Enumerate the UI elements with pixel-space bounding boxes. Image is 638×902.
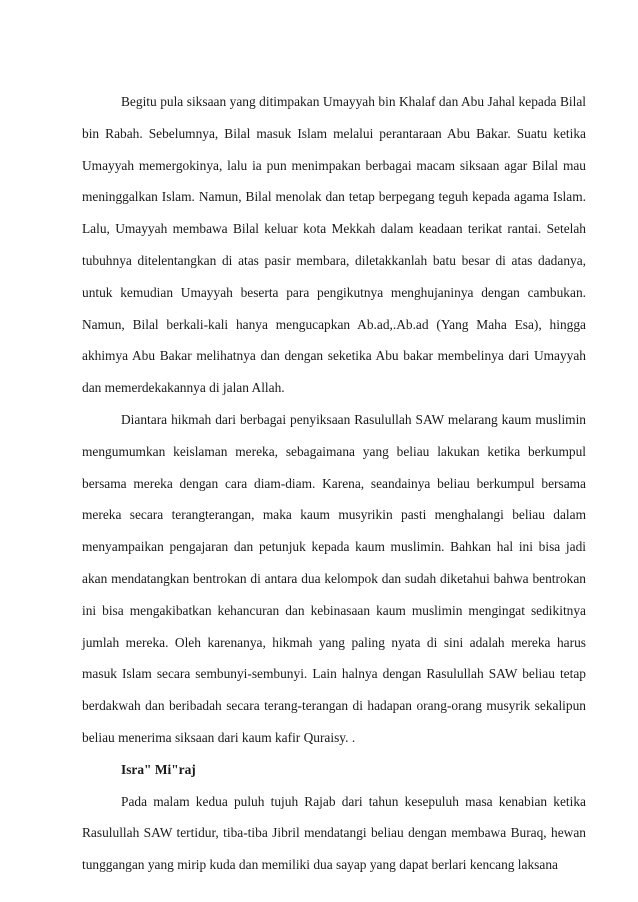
section-heading-isra-miraj: Isra" Mi"raj [121, 761, 196, 777]
paragraph-bilal-torture: Begitu pula siksaan yang ditimpakan Umayyah bin Khalaf dan Abu Jahal kepada Bilal bin Rabah. Sebelumnya, Bilal masuk Islam melalui perantaraan Abu Bakar. Suatu ketika Umayyah memergokinya, lalu ia pun menimpakan berbagai macam siksaan agar Bilal mau meninggalkan Islam. Namun, Bilal menolak dan tetap berpegang teguh kepada agama Islam. Lalu, Umayyah membawa Bilal keluar kota Mekkah dalam keadaan terikat rantai. Setelah tubuhnya ditelentangkan di atas pasir membara, diletakkanlah batu besar di atas dadanya, untuk kemudian Umayyah beserta para pengikutnya menghujaninya dengan cambukan. Namun, Bilal berkali-kali hanya mengucapkan Ab.ad,.Ab.ad (Yang Maha Esa), hingga akhimya Abu Bakar melihatnya dan dengan seketika Abu bakar membelinya dari Umayyah dan memerdekakannya di jalan Allah. [82, 94, 586, 396]
paragraph-secret-dakwah: Diantara hikmah dari berbagai penyiksaan Rasulullah SAW melarang kaum muslimin mengumumkan keislaman mereka, sebagaimana yang beliau lakukan ketika berkumpul bersama mereka dengan cara diam-diam. Karena, seandainya beliau berkumpul bersama mereka secara terangterangan, maka kaum musyrikin pasti menghalangi beliau dalam menyampaikan pengajaran dan petunjuk kepada kaum muslimin. Bahkan hal ini bisa jadi akan mendatangkan bentrokan di antara dua kelompok dan sudah diketahui bahwa bentrokan ini bisa mengakibatkan kehancuran dan kebinasaan kaum muslimin mengingat sedikitnya jumlah mereka. Oleh karenanya, hikmah yang paling nyata di sini adalah mereka harus masuk Islam secara sembunyi-sembunyi. Lain halnya dengan Rasulullah SAW beliau tetap berdakwah dan beribadah secara terang-terangan di hadapan orang-orang musyrik sekalipun beliau menerima siksaan dari kaum kafir Quraisy. . [82, 411, 586, 745]
paragraph-isra-miraj: Pada malam kedua puluh tujuh Rajab dari tahun kesepuluh masa kenabian ketika Rasulullah SAW tertidur, tiba-tiba Jibril mendatangi beliau dengan membawa Buraq, hewan tunggangan yang mirip kuda dan memiliki dua sayap yang dapat berlari kencang laksana [82, 793, 586, 873]
document-body [82, 86, 586, 881]
